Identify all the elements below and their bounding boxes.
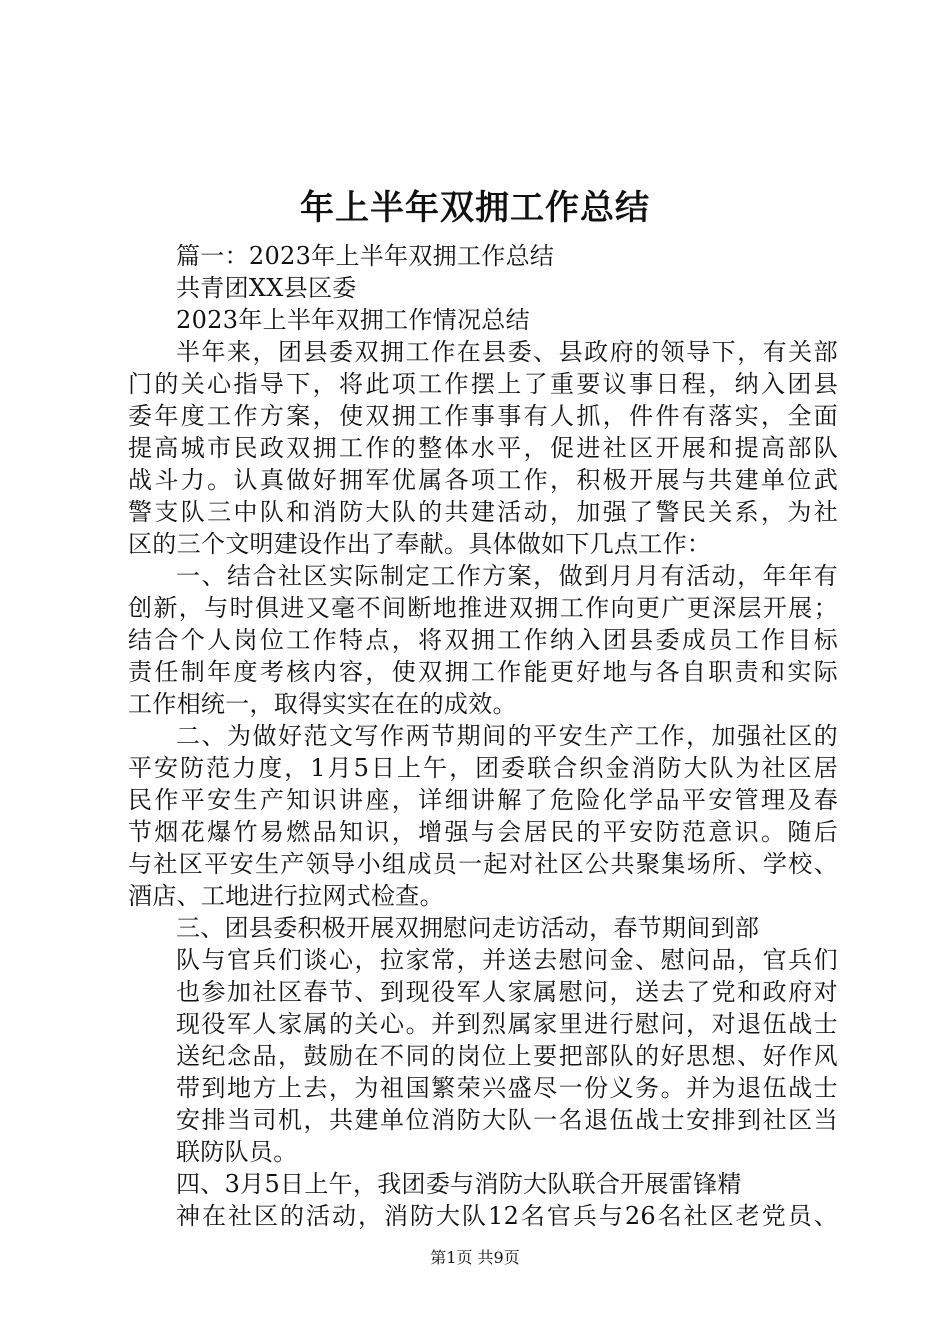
document-title: 年上半年双拥工作总结 <box>300 188 650 228</box>
text-line: 共青团XX县区委 <box>176 274 357 302</box>
text-line: 酒店、工地进行拉网式检查。 <box>128 882 444 910</box>
text-line: 警支队三中队和消防大队的共建活动，加强了警民关系，为社 <box>128 498 838 526</box>
text-line: 队与官兵们谈心，拉家常，并送去慰问金、慰问品，官兵们 <box>176 946 838 974</box>
text-line: 二、为做好范文写作两节期间的平安生产工作，加强社区的 <box>176 722 838 750</box>
text-line: 带到地方上去，为祖国繁荣兴盛尽一份义务。并为退伍战士 <box>176 1074 838 1102</box>
text-line: 提高城市民政双拥工作的整体水平，促进社区开展和提高部队 <box>128 434 838 462</box>
text-line: 节烟花爆竹易燃品知识，增强与会居民的平安防范意识。随后 <box>128 818 838 846</box>
text-line: 篇一：2023年上半年双拥工作总结 <box>176 242 555 270</box>
text-line: 平安防范力度，1月5日上午，团委联合织金消防大队为社区居 <box>128 754 838 782</box>
text-line: 四、3月5日上午，我团委与消防大队联合开展雷锋精 <box>176 1170 742 1198</box>
text-line: 与社区平安生产领导小组成员一起对社区公共聚集场所、学校、 <box>128 850 838 878</box>
text-line: 安排当司机，共建单位消防大队一名退伍战士安排到社区当 <box>176 1106 838 1134</box>
text-line: 送纪念品，鼓励在不同的岗位上要把部队的好思想、好作风 <box>176 1042 838 1070</box>
text-line: 结合个人岗位工作特点，将双拥工作纳入团县委成员工作目标 <box>128 626 838 654</box>
text-line: 一、结合社区实际制定工作方案，做到月月有活动，年年有 <box>176 562 838 590</box>
text-line: 创新，与时俱进又毫不间断地推进双拥工作向更广更深层开展； <box>128 594 838 622</box>
text-line: 神在社区的活动，消防大队12名官兵与26名社区老党员、 <box>176 1202 838 1230</box>
text-line: 也参加社区春节、到现役军人家属慰问，送去了党和政府对 <box>176 978 838 1006</box>
text-line: 三、团县委积极开展双拥慰问走访活动，春节期间到部 <box>176 914 760 942</box>
text-line: 2023年上半年双拥工作情况总结 <box>176 306 530 334</box>
text-line: 委年度工作方案，使双拥工作事事有人抓，件件有落实，全面 <box>128 402 838 430</box>
text-line: 战斗力。认真做好拥军优属各项工作，积极开展与共建单位武 <box>128 466 838 494</box>
text-line: 民作平安生产知识讲座，详细讲解了危险化学品平安管理及春 <box>128 786 838 814</box>
text-line: 现役军人家属的关心。并到烈属家里进行慰问，对退伍战士 <box>176 1010 838 1038</box>
text-line: 工作相统一，取得实实在在的成效。 <box>128 690 517 718</box>
text-line: 责任制年度考核内容，使双拥工作能更好地与各自职责和实际 <box>128 658 838 686</box>
text-line: 半年来，团县委双拥工作在县委、县政府的领导下，有关部 <box>176 338 838 366</box>
text-line: 联防队员。 <box>176 1138 298 1166</box>
text-line: 区的三个文明建设作出了奉献。具体做如下几点工作： <box>128 530 712 558</box>
page-footer: 第1页 共9页 <box>430 1248 520 1267</box>
text-line: 门的关心指导下，将此项工作摆上了重要议事日程，纳入团县 <box>128 370 838 398</box>
